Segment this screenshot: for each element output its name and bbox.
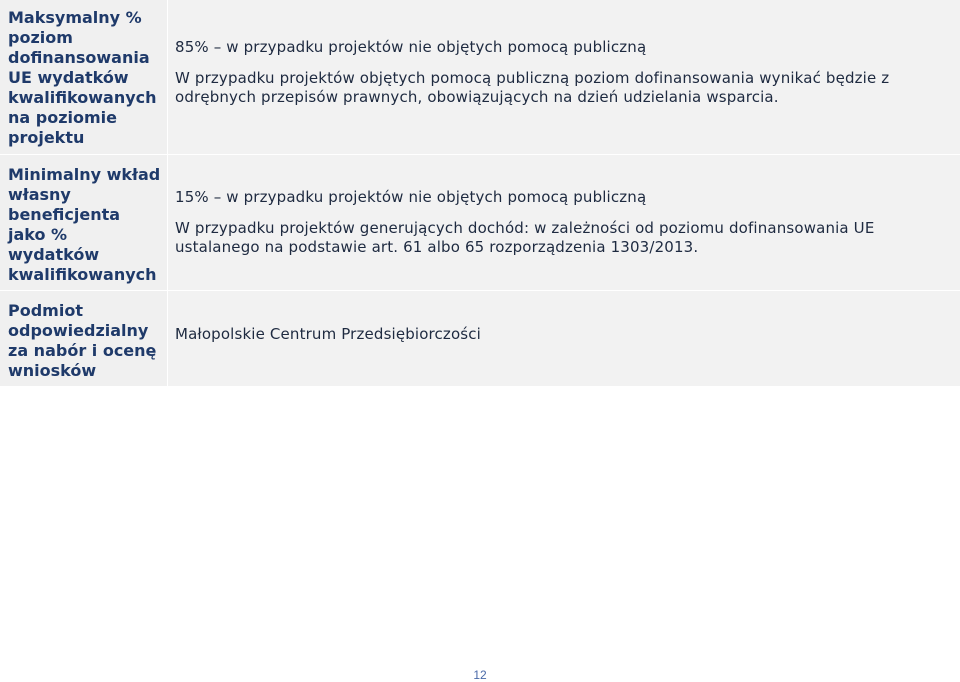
row-primary-text: Małopolskie Centrum Przedsiębiorczości [175,325,481,343]
row-label: Minimalny wkład własny beneficjenta jako % wydatków kwalifikowanych [0,155,168,290]
row-secondary-text: W przypadku projektów objętych pomocą publiczną poziom dofinansowania wynikać będzie z odrębnych przepisów prawnych, obowiązujących na dzień udzielania wsparcia. [175,69,890,106]
row-secondary-text: W przypadku projektów generujących dochód: w zależności od poziomu dofinansowania UE ustalanego na podstawie art. 61 albo 65 rozporządzenia 1303/2013. [175,219,875,256]
row-primary-text: 85% – w przypadku projektów nie objętych pomocą publiczną [175,38,647,56]
table-row-max-funding [0,0,960,155]
table-row-responsible-entity [0,291,960,387]
row-content [168,155,960,290]
row-content [168,291,960,386]
row-content [168,0,960,154]
row-label: Podmiot odpowiedzialny za nabór i ocenę wniosków [0,291,168,386]
page-number: 12 [473,668,487,682]
row-label: Maksymalny % poziom dofinansowania UE wydatków kwalifikowanych na poziomie projektu [0,0,168,154]
row-primary-text: 15% – w przypadku projektów nie objętych pomocą publiczną [175,188,647,206]
table-row-own-contribution [0,155,960,291]
